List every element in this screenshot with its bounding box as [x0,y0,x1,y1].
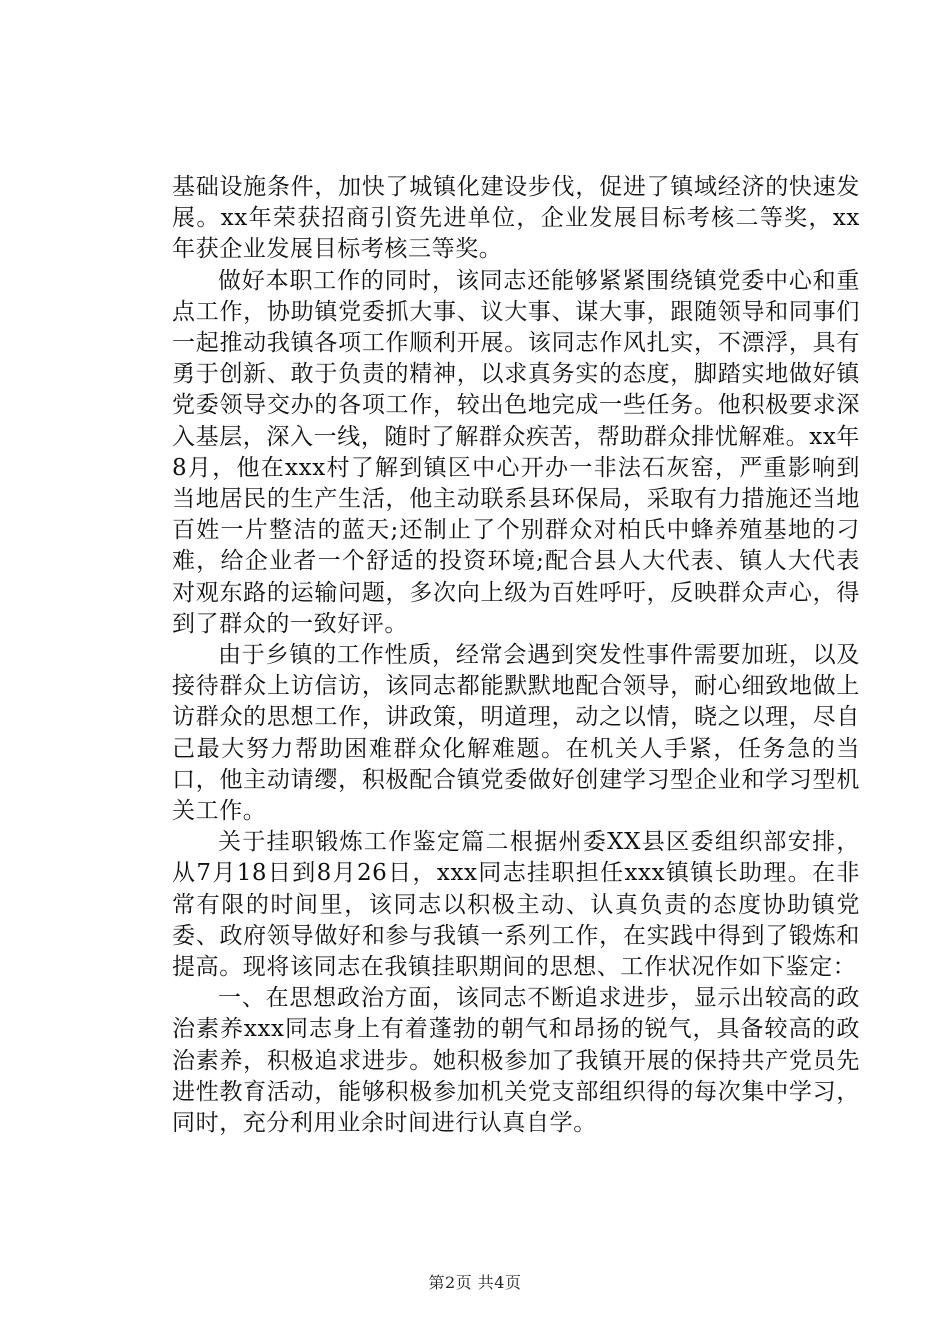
paragraph: 一、在思想政治方面，该同志不断追求进步，显示出较高的政治素养xxx同志身上有着蓬勃的朝气和昂扬的锐气，具备较高的政治素养，积极追求进步。她积极参加了我镇开展的保持共产党员先进性教育活动，能够积极参加机关党支部组织得的每次集中学习，同时，充分利用业余时间进行认真自学。 [172,985,860,1137]
paragraph: 关于挂职锻炼工作鉴定篇二根据州委XX县区委组织部安排，从7月18日到8月26日，xxx同志挂职担任xxx镇镇长助理。在非常有限的时间里，该同志以积极主动、认真负责的态度协助镇党委、政府领导做好和参与我镇一系列工作，在实践中得到了锻炼和提高。现将该同志在我镇挂职期间的思想、工作状况作如下鉴定： [172,829,860,981]
paragraph-continuation: 基础设施条件，加快了城镇化建设步伐，促进了镇域经济的快速发展。xx年荣获招商引资先进单位，企业发展目标考核二等奖，xx年获企业发展目标考核三等奖。 [172,174,860,263]
page-footer: 第2页 共4页 [428,1273,522,1292]
paragraph: 做好本职工作的同时，该同志还能够紧紧围绕镇党委中心和重点工作，协助镇党委抓大事、议大事、谋大事，跟随领导和同事们一起推动我镇各项工作顺利开展。该同志作风扎实，不漂浮，具有勇于创新、敢于负责的精神，以求真务实的态度，脚踏实地做好镇党委领导交办的各项工作，较出色地完成一些任务。他积极要求深入基层，深入一线，随时了解群众疾苦，帮助群众排忧解难。xx年8月，他在xxx村了解到镇区中心开办一非法石灰窑，严重影响到当地居民的生产生活，他主动联系县环保局，采取有力措施还当地百姓一片整洁的蓝天;还制止了个别群众对柏氏中蜂养殖基地的刁难，给企业者一个舒适的投资环境;配合县人大代表、镇人大代表对观东路的运输问题，多次向上级为百姓呼吁，反映群众声心，得到了群众的一致好评。 [172,267,860,637]
document-body [172,172,860,1139]
paragraph: 由于乡镇的工作性质，经常会遇到突发性事件需要加班，以及接待群众上访信访，该同志都能默默地配合领导，耐心细致地做上访群众的思想工作，讲政策，明道理，动之以情，晓之以理，尽自己最大努力帮助困难群众化解难题。在机关人手紧，任务急的当口，他主动请缨，积极配合镇党委做好创建学习型企业和学习型机关工作。 [172,642,860,825]
